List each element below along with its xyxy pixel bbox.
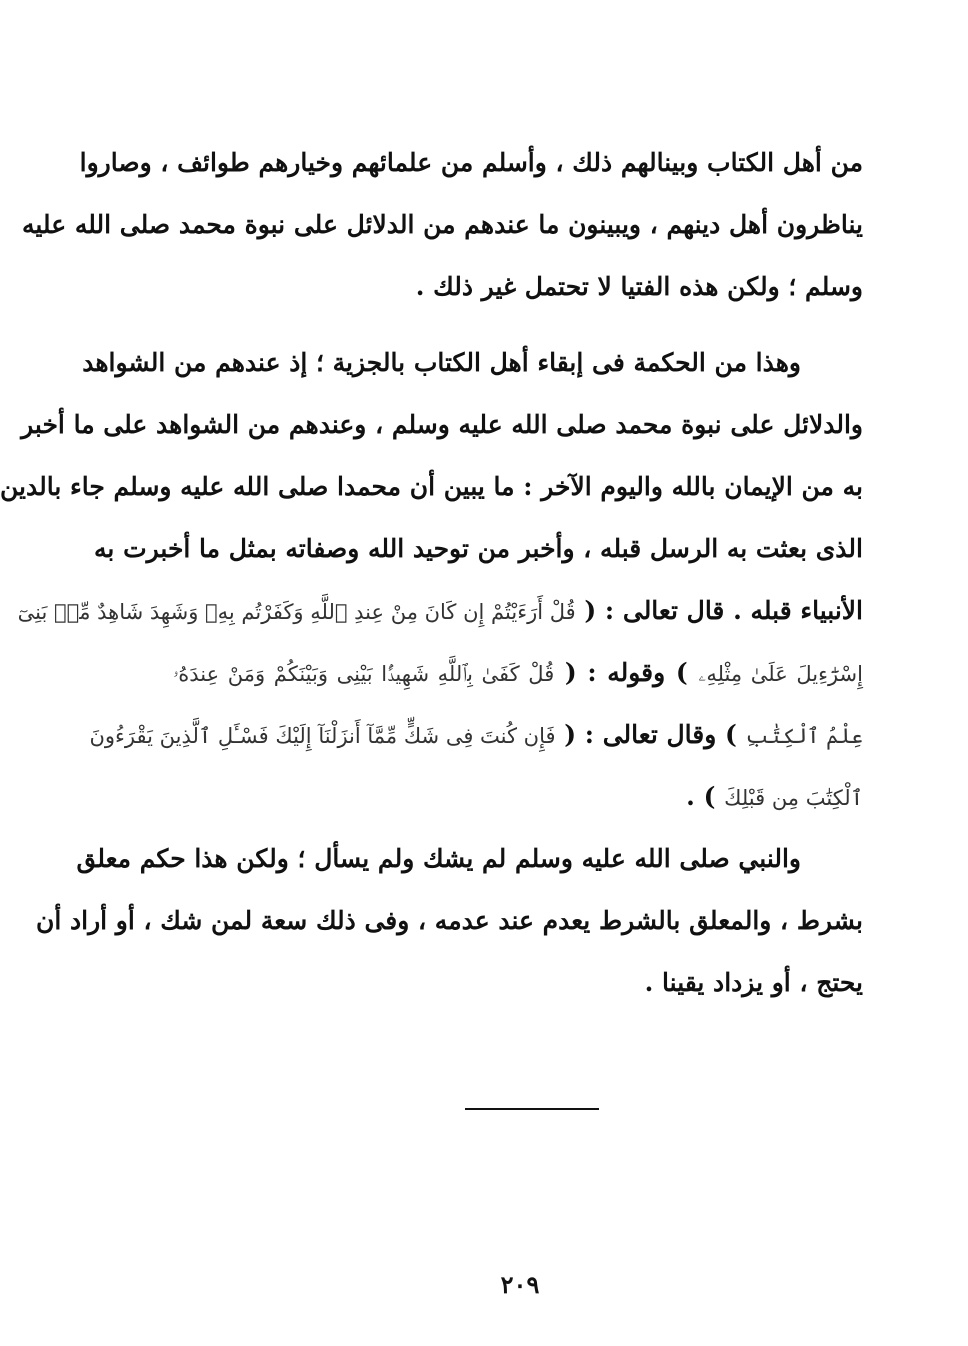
quote-line xyxy=(17,580,863,642)
text-line: والدلائل على نبوة محمد صلى الله عليه وسلم ، وعندهم من الشواهد على ما أخبر xyxy=(21,410,863,439)
quran-verse: عِلْمُ ٱلْكِتَٰبِ xyxy=(745,724,863,748)
text-segment: ) . xyxy=(686,782,716,811)
quote-line xyxy=(173,642,863,704)
section-divider xyxy=(465,1108,599,1110)
text-segment: ) وقال تعالى : ( xyxy=(564,720,737,749)
text-line: بشرط ، والمعلق بالشرط يعدم عند عدمه ، وفى ذلك سعة لمن شك ، أو أراد أن xyxy=(36,906,863,935)
page-number: ٢٠٩ xyxy=(500,1270,540,1299)
text-line: والنبي صلى الله عليه وسلم لم يشك ولم يسأل ؛ ولكن هذا حكم معلق xyxy=(76,844,801,873)
quote-line xyxy=(89,704,863,766)
quran-verse: إِسْرَٰٓءِيلَ عَلَىٰ مِثْلِهِۦ xyxy=(698,662,863,686)
text-segment: ) وقوله : ( xyxy=(564,658,688,687)
paragraph-1 xyxy=(21,132,863,318)
quote-line xyxy=(173,766,863,828)
quran-verse: ٱلْكِتَٰبَ مِن قَبْلِكَ xyxy=(724,786,863,810)
text-line: يناظرون أهل دينهم ، ويبينون ما عندهم من الدلائل على نبوة محمد صلى الله عليه xyxy=(21,210,863,239)
text-line: به من الإيمان بالله واليوم الآخر : ما يبين أن محمدا صلى الله عليه وسلم جاء بالدين xyxy=(0,472,863,501)
text-line: الذى بعثت به الرسل قبله ، وأخبر من توحيد الله وصفاته بمثل ما أخبرت به xyxy=(94,534,863,563)
quran-verse: فَإِن كُنتَ فِى شَكٍّ مِّمَّآ أَنزَلْنَآ إِلَيْكَ فَسْـَٔلِ ٱلَّذِينَ يَقْرَءُونَ xyxy=(89,724,556,748)
text-line: وسلم ؛ ولكن هذه الفتيا لا تحتمل غير ذلك . xyxy=(415,272,863,301)
quran-verse: قُلْ أَرَءَيْتُمْ إِن كَانَ مِنْ عِندِ ٱللَّهِ وَكَفَرْتُم بِهِۦ وَشَهِدَ شَاهِدٌ مِّنۢ بَنِىٓ xyxy=(17,600,576,624)
text-line: من أهل الكتاب وبينالهم ذلك ، وأسلم من علمائهم وخيارهم طوائف ، وصاروا xyxy=(79,148,863,177)
paragraph-2 xyxy=(0,332,863,828)
text-line: يحتج ، أو يزداد يقينا . xyxy=(644,968,863,997)
text-segment: الأنبياء قبله . قال تعالى : ( xyxy=(584,596,863,625)
quran-verse: قُلْ كَفَىٰ بِٱللَّهِ شَهِيدًۢا بَيْنِى وَبَيْنَكُمْ وَمَنْ عِندَهُۥ xyxy=(173,662,555,686)
text-line: وهذا من الحكمة فى إبقاء أهل الكتاب بالجزية ؛ إذ عندهم من الشواهد xyxy=(82,348,801,377)
paragraph-3 xyxy=(36,828,863,1014)
